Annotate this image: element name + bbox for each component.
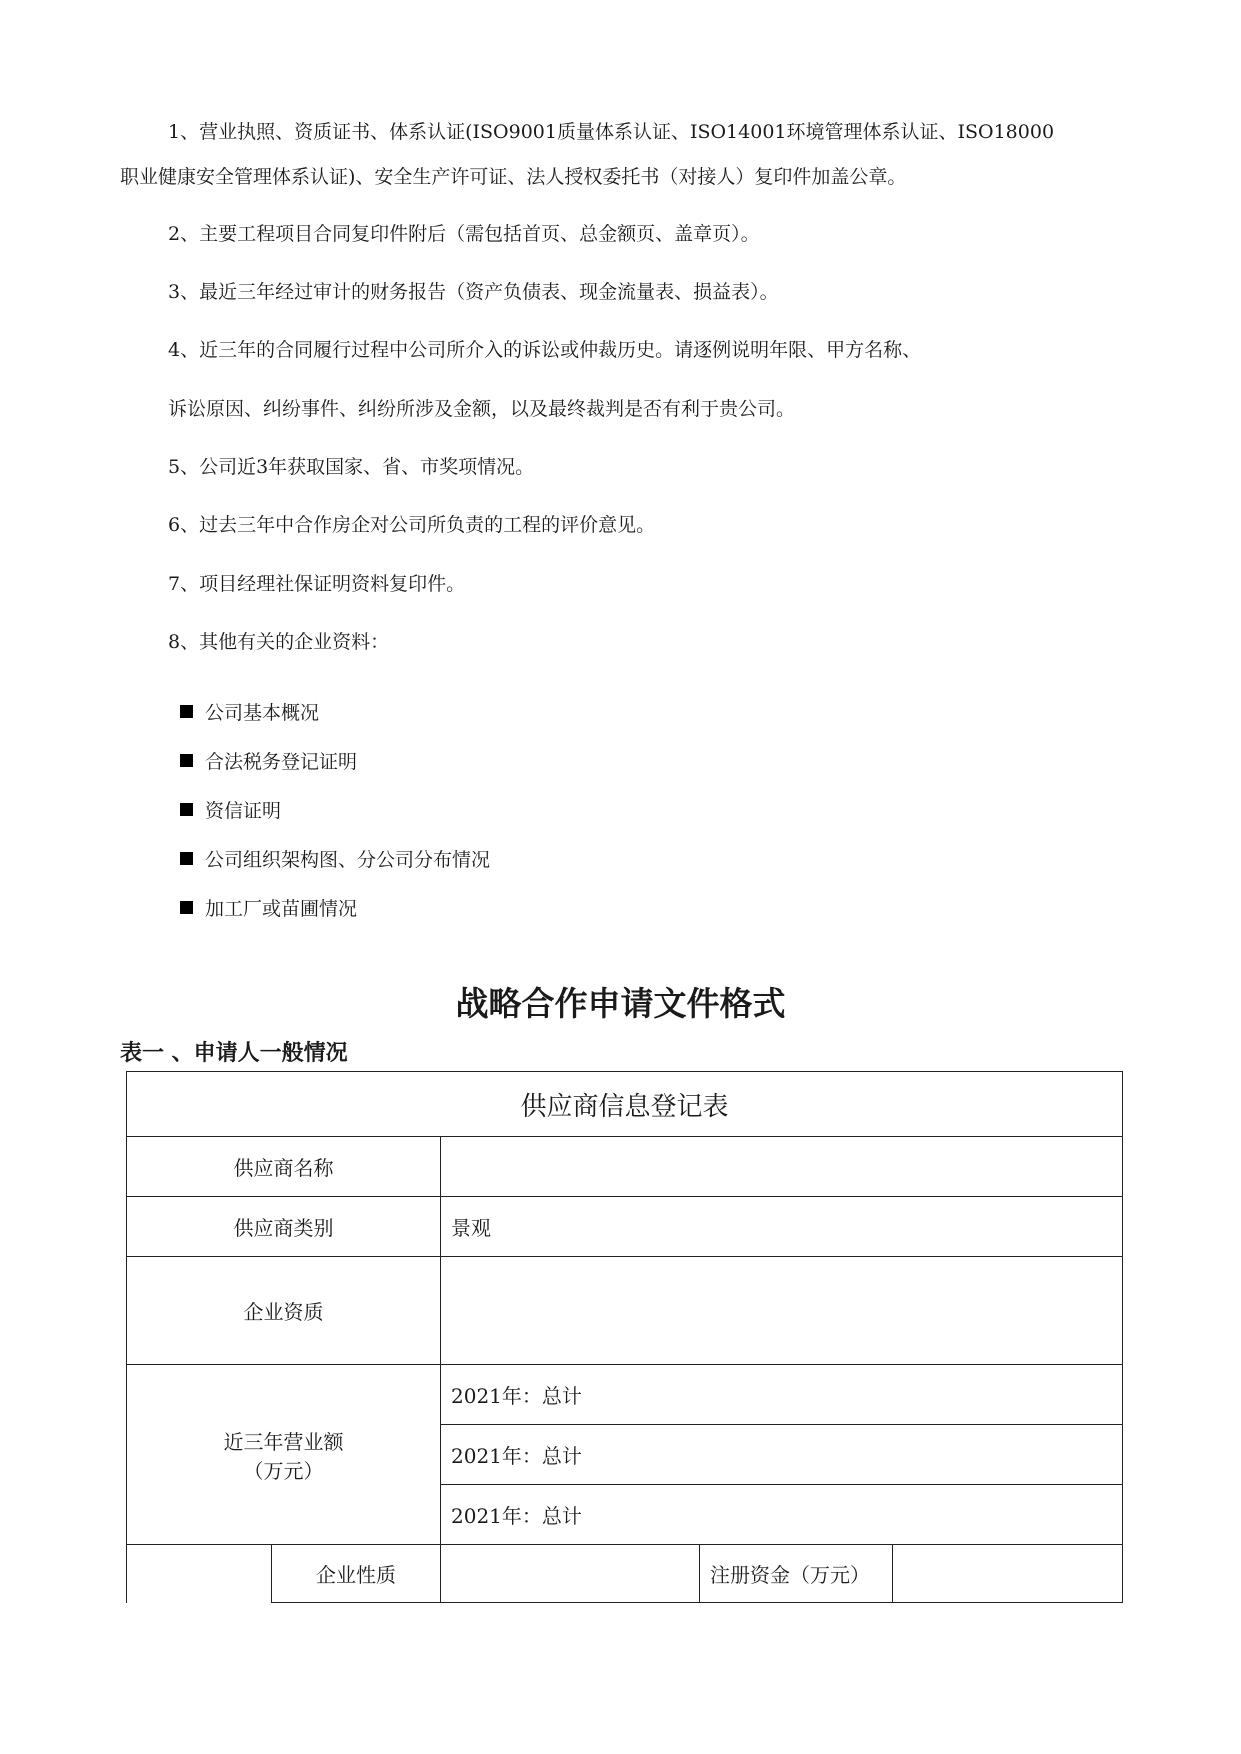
supplier-type-value[interactable]: 景观 [441,1197,1123,1257]
empty-cell [127,1545,272,1603]
bullet-text: 公司组织架构图、分公司分布情况 [205,849,491,871]
revenue-row-3[interactable]: 2021年：总计 [441,1485,1123,1545]
capital-label: 注册资金（万元） [700,1545,893,1603]
requirement-item-4-line-1: 4、近三年的合同履行过程中公司所介入的诉讼或仲裁历史。请逐例说明年限、甲方名称、 [168,339,922,361]
bullet-item [180,897,357,921]
document-title: 战略合作申请文件格式 [455,984,786,1023]
supplier-type-label: 供应商类别 [127,1197,441,1257]
bullet-text: 合法税务登记证明 [205,751,358,773]
square-bullet-icon [180,901,193,914]
bullet-item [180,701,319,725]
requirement-item-3: 3、最近三年经过审计的财务报告（资产负债表、现金流量表、损益表）。 [168,281,779,303]
requirement-item-6: 6、过去三年中合作房企对公司所负责的工程的评价意见。 [168,514,656,536]
requirement-item-1-line-1: 1、营业执照、资质证书、体系认证(ISO9001质量体系认证、ISO14001环境管理体系认证、ISO18000 [168,121,1055,143]
qualification-label: 企业资质 [127,1257,441,1365]
nature-label: 企业性质 [272,1545,441,1603]
capital-value[interactable] [893,1545,1123,1603]
bullet-item [180,848,490,872]
supplier-registration-table [126,1071,1123,1603]
bullet-item [180,799,281,823]
requirement-item-2: 2、主要工程项目合同复印件附后（需包括首页、总金额页、盖章页）。 [168,223,760,245]
requirement-item-8: 8、其他有关的企业资料： [168,631,390,653]
bullet-text: 加工厂或苗圃情况 [205,898,358,920]
qualification-value[interactable] [441,1257,1123,1365]
supplier-name-label: 供应商名称 [127,1137,441,1197]
square-bullet-icon [180,754,193,767]
table-header: 供应商信息登记表 [127,1072,1123,1137]
revenue-row-2[interactable]: 2021年：总计 [441,1425,1123,1485]
requirement-item-4-line-2: 诉讼原因、纠纷事件、纠纷所涉及金额，以及最终裁判是否有利于贵公司。 [168,398,796,420]
nature-value[interactable] [441,1545,700,1603]
requirement-item-5: 5、公司近3年获取国家、省、市奖项情况。 [168,456,535,478]
revenue-label [127,1365,441,1545]
bullet-text: 资信证明 [205,800,282,822]
section-subtitle: 表一 、申请人一般情况 [120,1041,348,1066]
requirement-item-7: 7、项目经理社保证明资料复印件。 [168,573,466,595]
requirement-item-1-line-2: 职业健康安全管理体系认证)、安全生产许可证、法人授权委托书（对接人）复印件加盖公章。 [120,166,907,188]
bullet-item [180,750,357,774]
supplier-name-value[interactable] [441,1137,1123,1197]
revenue-label-line-2: （万元） [243,1458,324,1483]
revenue-row-1[interactable]: 2021年：总计 [441,1365,1123,1425]
revenue-label-line-1: 近三年营业额 [223,1429,344,1454]
square-bullet-icon [180,852,193,865]
bullet-text: 公司基本概况 [205,702,320,724]
square-bullet-icon [180,803,193,816]
square-bullet-icon [180,705,193,718]
